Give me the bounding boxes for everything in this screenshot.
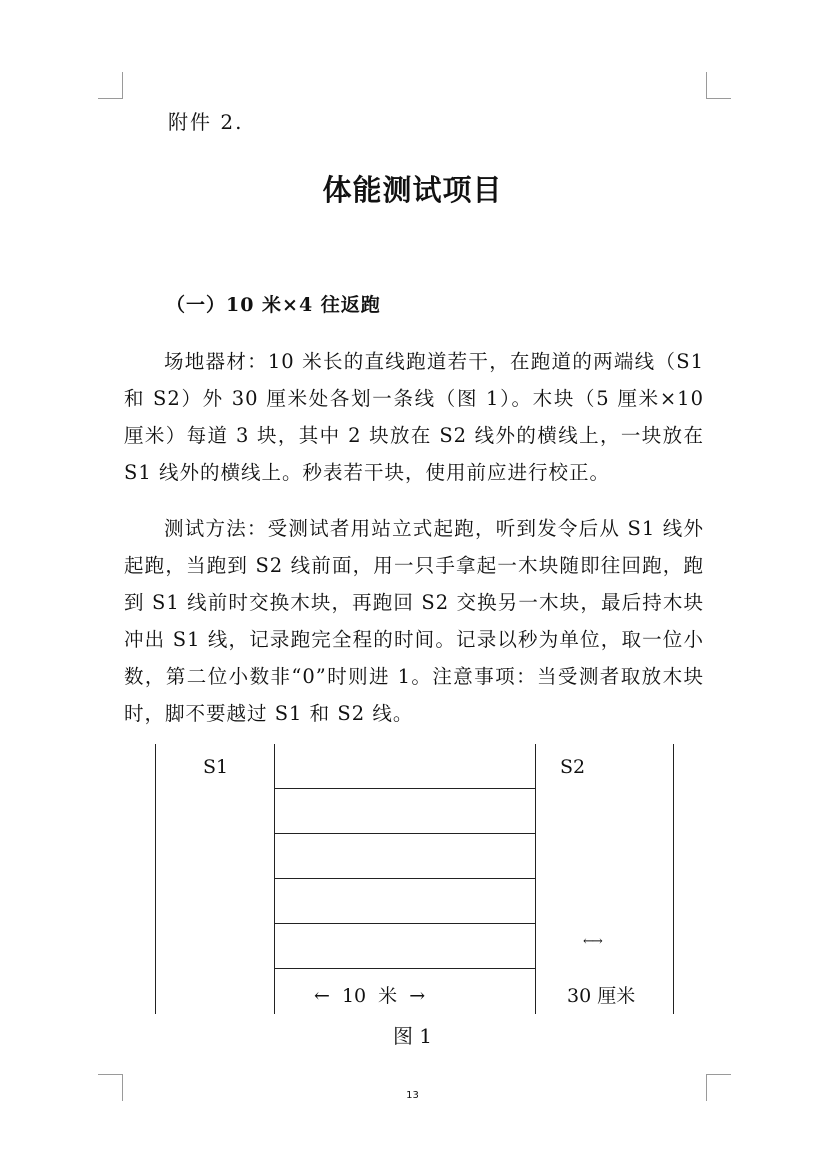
crop-mark-top-right [706, 72, 731, 99]
lane-line [274, 788, 536, 789]
paragraph-method: 测试方法：受测试者用站立式起跑，听到发令后从 S1 线外起跑，当跑到 S2 线前面，用一只手拿起一木块随即往回跑，跑到 S1 线前时交换木块，再跑回 S2 交换另一木块，最后持木块冲出 S1 线，记录跑完全程的时间。记录以秒为单位，取一位小数，第二位小数非“0”时则进 1。注意事项：当受测者取放木块时，脚不要越过 S1 和 S2 线。 [124, 517, 704, 725]
lane-line [274, 833, 536, 834]
paragraph-equipment: 场地器材：10 米长的直线跑道若干，在跑道的两端线（S1 和 S2）外 30 厘米处各划一条线（图 1）。木块（5 厘米×10 厘米）每道 3 块，其中 2 块放在 S2 线外的横线上，一块放在 S1 线外的横线上。秒表若干块，使用前应进行校正。 [124, 350, 704, 484]
label-10-meters: ← 10 米 → [314, 985, 426, 1007]
end-line-s2 [535, 744, 536, 1014]
label-s1: S1 [203, 756, 229, 778]
outer-line-right [673, 744, 674, 1014]
crop-mark-top-left [98, 72, 123, 99]
lane-line [274, 878, 536, 879]
start-line-s1 [274, 744, 275, 1014]
section-heading: （一）10 米×4 往返跑 [166, 294, 381, 316]
page-title: 体能测试项目 [322, 173, 503, 207]
figure-caption: 图 1 [392, 1024, 433, 1048]
attachment-label: 附件 2. [168, 110, 244, 134]
lane-line [274, 923, 536, 924]
label-30-centimeters: 30 厘米 [567, 985, 636, 1007]
arrow-30cm-icon: ←→ [583, 934, 601, 949]
outer-line-left [155, 744, 156, 1014]
lane-line [274, 968, 536, 969]
label-s2: S2 [560, 756, 586, 778]
page-number: 13 [406, 1090, 419, 1101]
